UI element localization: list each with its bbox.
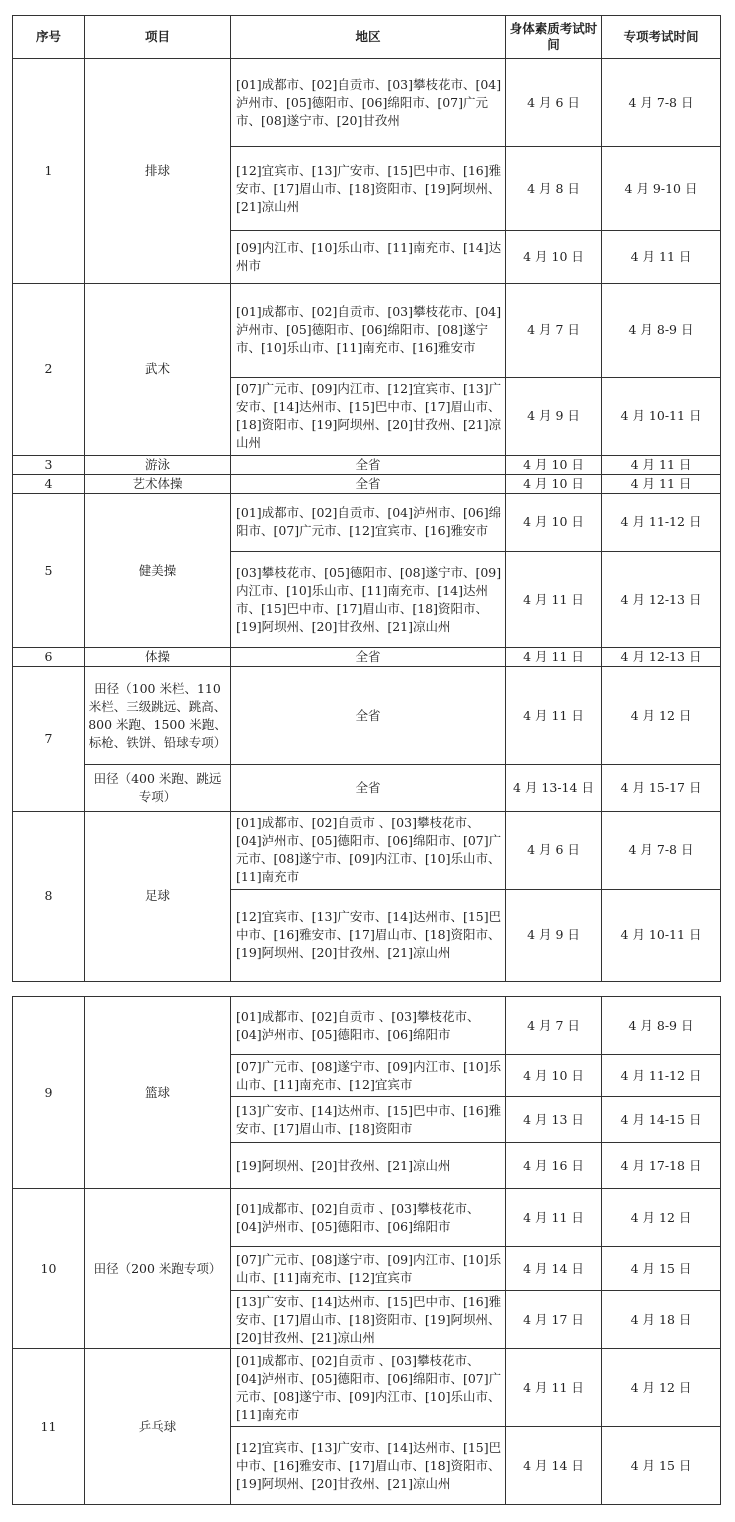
cell-special-date: 4 月 15 日 (602, 1247, 721, 1291)
cell-region: [09]内江市、[10]乐山市、[11]南充市、[14]达州市 (231, 231, 506, 283)
cell-event: 艺术体操 (85, 474, 231, 493)
cell-region: 全省 (231, 648, 506, 667)
table-row (13, 1189, 721, 1247)
cell-special-date: 4 月 12-13 日 (602, 552, 721, 648)
cell-fitness-date: 4 月 17 日 (506, 1291, 602, 1349)
cell-fitness-date: 4 月 14 日 (506, 1427, 602, 1505)
cell-fitness-date: 4 月 7 日 (506, 997, 602, 1055)
cell-region: [01]成都市、[02]自贡市、[04]泸州市、[06]绵阳市、[07]广元市、[12]宜宾市、[16]雅安市 (231, 493, 506, 551)
cell-special-date: 4 月 12 日 (602, 1189, 721, 1247)
cell-fitness-date: 4 月 8 日 (506, 147, 602, 231)
schedule-table-part-2 (12, 996, 721, 1505)
cell-fitness-date: 4 月 9 日 (506, 889, 602, 981)
cell-special-date: 4 月 15-17 日 (602, 765, 721, 811)
cell-region: 全省 (231, 667, 506, 765)
header-region: 地区 (231, 16, 506, 59)
cell-fitness-date: 4 月 10 日 (506, 1055, 602, 1097)
cell-region: [12]宜宾市、[13]广安市、[14]达州市、[15]巴中市、[16]雅安市、[17]眉山市、[18]资阳市、[19]阿坝州、[20]甘孜州、[21]凉山州 (231, 1427, 506, 1505)
cell-region: [12]宜宾市、[13]广安市、[14]达州市、[15]巴中市、[16]雅安市、[17]眉山市、[18]资阳市、[19]阿坝州、[20]甘孜州、[21]凉山州 (231, 889, 506, 981)
cell-special-date: 4 月 11-12 日 (602, 1055, 721, 1097)
table-row (13, 667, 721, 765)
table-row (13, 1349, 721, 1427)
cell-event: 足球 (85, 811, 231, 981)
cell-special-date: 4 月 11 日 (602, 474, 721, 493)
table-row (13, 765, 721, 811)
cell-fitness-date: 4 月 9 日 (506, 377, 602, 455)
table-row (13, 455, 721, 474)
cell-index: 2 (13, 283, 85, 455)
cell-fitness-date: 4 月 13 日 (506, 1097, 602, 1143)
cell-region: [12]宜宾市、[13]广安市、[15]巴中市、[16]雅安市、[17]眉山市、[18]资阳市、[19]阿坝州、[21]凉山州 (231, 147, 506, 231)
cell-index: 1 (13, 59, 85, 283)
cell-fitness-date: 4 月 11 日 (506, 1189, 602, 1247)
cell-event: 健美操 (85, 493, 231, 647)
cell-special-date: 4 月 9-10 日 (602, 147, 721, 231)
cell-fitness-date: 4 月 16 日 (506, 1143, 602, 1189)
cell-event: 篮球 (85, 997, 231, 1189)
cell-fitness-date: 4 月 11 日 (506, 667, 602, 765)
cell-region: [01]成都市、[02]自贡市、[03]攀枝花市、[04]泸州市、[05]德阳市、[06]绵阳市、[08]遂宁市、[10]乐山市、[11]南充市、[16]雅安市 (231, 283, 506, 377)
cell-region: [13]广安市、[14]达州市、[15]巴中市、[16]雅安市、[17]眉山市、[18]资阳市 (231, 1097, 506, 1143)
table-row (13, 59, 721, 147)
cell-fitness-date: 4 月 11 日 (506, 552, 602, 648)
cell-index: 10 (13, 1189, 85, 1349)
cell-region: 全省 (231, 474, 506, 493)
cell-special-date: 4 月 8-9 日 (602, 283, 721, 377)
cell-event: 田径（200 米跑专项） (85, 1189, 231, 1349)
cell-special-date: 4 月 10-11 日 (602, 377, 721, 455)
cell-event: 田径（100 米栏、110 米栏、三级跳远、跳高、800 米跑、1500 米跑、标枪、铁饼、铅球专项） (85, 667, 231, 765)
cell-special-date: 4 月 10-11 日 (602, 889, 721, 981)
cell-special-date: 4 月 11-12 日 (602, 493, 721, 551)
header-index: 序号 (13, 16, 85, 59)
cell-event: 田径（400 米跑、跳远专项） (85, 765, 231, 811)
table-row (13, 811, 721, 889)
cell-index: 3 (13, 455, 85, 474)
cell-event: 武术 (85, 283, 231, 455)
cell-fitness-date: 4 月 14 日 (506, 1247, 602, 1291)
cell-special-date: 4 月 12 日 (602, 667, 721, 765)
cell-fitness-date: 4 月 10 日 (506, 493, 602, 551)
cell-special-date: 4 月 18 日 (602, 1291, 721, 1349)
cell-fitness-date: 4 月 10 日 (506, 455, 602, 474)
cell-event: 游泳 (85, 455, 231, 474)
cell-fitness-date: 4 月 10 日 (506, 231, 602, 283)
header-special-date: 专项考试时间 (602, 16, 721, 59)
cell-index: 6 (13, 648, 85, 667)
cell-index: 8 (13, 811, 85, 981)
header-event: 项目 (85, 16, 231, 59)
cell-special-date: 4 月 11 日 (602, 455, 721, 474)
cell-event: 乒乓球 (85, 1349, 231, 1505)
cell-event: 排球 (85, 59, 231, 283)
cell-special-date: 4 月 15 日 (602, 1427, 721, 1505)
table-row (13, 283, 721, 377)
cell-region: 全省 (231, 455, 506, 474)
cell-special-date: 4 月 12-13 日 (602, 648, 721, 667)
cell-fitness-date: 4 月 7 日 (506, 283, 602, 377)
cell-index: 11 (13, 1349, 85, 1505)
cell-fitness-date: 4 月 10 日 (506, 474, 602, 493)
cell-special-date: 4 月 11 日 (602, 231, 721, 283)
cell-fitness-date: 4 月 6 日 (506, 59, 602, 147)
header-fitness-date: 身体素质考试时间 (506, 16, 602, 59)
schedule-table-part-1 (12, 15, 721, 982)
cell-region: [07]广元市、[08]遂宁市、[09]内江市、[10]乐山市、[11]南充市、[12]宜宾市 (231, 1055, 506, 1097)
table-row (13, 997, 721, 1055)
cell-index: 9 (13, 997, 85, 1189)
cell-region: [13]广安市、[14]达州市、[15]巴中市、[16]雅安市、[17]眉山市、[18]资阳市、[19]阿坝州、[20]甘孜州、[21]凉山州 (231, 1291, 506, 1349)
cell-special-date: 4 月 14-15 日 (602, 1097, 721, 1143)
cell-special-date: 4 月 7-8 日 (602, 59, 721, 147)
cell-index: 7 (13, 667, 85, 811)
table-row (13, 648, 721, 667)
cell-fitness-date: 4 月 13-14 日 (506, 765, 602, 811)
cell-region: [01]成都市、[02]自贡市 、[03]攀枝花市、[04]泸州市、[05]德阳市、[06]绵阳市、[07]广元市、[08]遂宁市、[09]内江市、[10]乐山市、[11]南充市 (231, 811, 506, 889)
header-row (13, 16, 721, 59)
cell-special-date: 4 月 17-18 日 (602, 1143, 721, 1189)
cell-region: [01]成都市、[02]自贡市、[03]攀枝花市、[04]泸州市、[05]德阳市、[06]绵阳市、[07]广元市、[08]遂宁市、[20]甘孜州 (231, 59, 506, 147)
cell-index: 5 (13, 493, 85, 647)
cell-fitness-date: 4 月 11 日 (506, 648, 602, 667)
cell-special-date: 4 月 7-8 日 (602, 811, 721, 889)
cell-special-date: 4 月 8-9 日 (602, 997, 721, 1055)
cell-region: [07]广元市、[08]遂宁市、[09]内江市、[10]乐山市、[11]南充市、[12]宜宾市 (231, 1247, 506, 1291)
cell-region: [19]阿坝州、[20]甘孜州、[21]凉山州 (231, 1143, 506, 1189)
cell-region: [01]成都市、[02]自贡市 、[03]攀枝花市、[04]泸州市、[05]德阳市、[06]绵阳市 (231, 997, 506, 1055)
cell-fitness-date: 4 月 11 日 (506, 1349, 602, 1427)
cell-region: [07]广元市、[09]内江市、[12]宜宾市、[13]广安市、[14]达州市、[15]巴中市、[17]眉山市、[18]资阳市、[19]阿坝州、[20]甘孜州、[21]凉山州 (231, 377, 506, 455)
table-row (13, 474, 721, 493)
cell-region: [01]成都市、[02]自贡市 、[03]攀枝花市、[04]泸州市、[05]德阳市、[06]绵阳市 (231, 1189, 506, 1247)
cell-fitness-date: 4 月 6 日 (506, 811, 602, 889)
cell-special-date: 4 月 12 日 (602, 1349, 721, 1427)
cell-region: [01]成都市、[02]自贡市 、[03]攀枝花市、[04]泸州市、[05]德阳市、[06]绵阳市、[07]广元市、[08]遂宁市、[09]内江市、[10]乐山市、[11]南充市 (231, 1349, 506, 1427)
cell-region: [03]攀枝花市、[05]德阳市、[08]遂宁市、[09]内江市、[10]乐山市、[11]南充市、[14]达州市、[15]巴中市、[17]眉山市、[18]资阳市、[19]阿坝州、[20]甘孜州、[21]凉山州 (231, 552, 506, 648)
cell-region: 全省 (231, 765, 506, 811)
table-row (13, 493, 721, 551)
cell-index: 4 (13, 474, 85, 493)
cell-event: 体操 (85, 648, 231, 667)
